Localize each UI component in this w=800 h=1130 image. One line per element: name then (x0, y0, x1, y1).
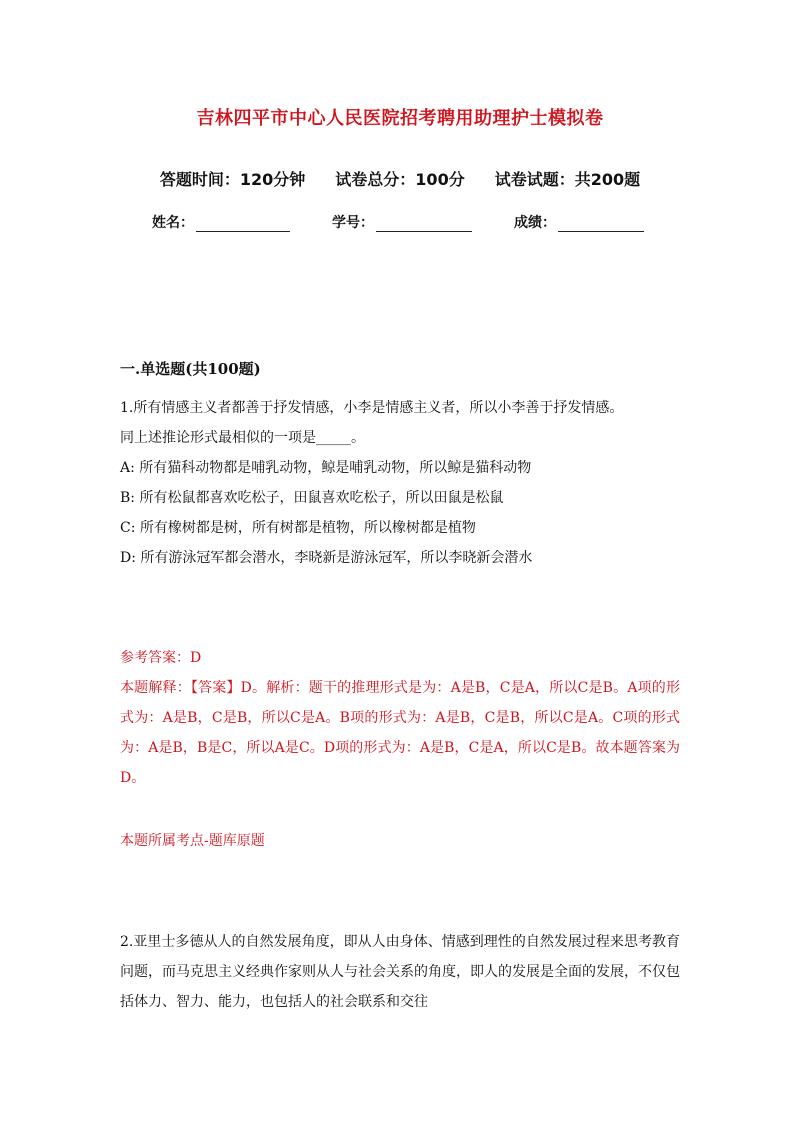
student-fields (152, 212, 644, 232)
question-2 (120, 927, 680, 1017)
student-id-blank[interactable] (376, 215, 472, 232)
question-1 (120, 393, 680, 573)
option-c: C: 所有橡树都是树，所有树都是植物，所以橡树都是植物 (120, 520, 476, 536)
option-a: A: 所有猫科动物都是哺乳动物，鲸是哺乳动物，所以鲸是猫科动物 (120, 460, 532, 476)
question-1-answer-block (120, 643, 680, 793)
option-d: D: 所有游泳冠军都会潜水，李晓新是游泳冠军，所以李晓新会潜水 (120, 550, 533, 566)
question-1-stem: 1.所有情感主义者都善于抒发情感，小李是情感主义者，所以小李善于抒发情感。 (120, 400, 624, 416)
score-blank[interactable] (558, 215, 644, 232)
question-1-prompt: 同上述推论形式最相似的一项是_____。 (120, 430, 365, 446)
section-heading: 一.单选题(共100题) (120, 360, 261, 378)
question-2-stem: 2.亚里士多德从人的自然发展角度，即从人由身体、情感到理性的自然发展过程来思考教育问题，而马克思主义经典作家则从人与社会关系的角度，即人的发展是全面的发展，不仅包 括体力、智力、能力，也包括人的社会联系和交往 (120, 934, 680, 1010)
question-1-answer: 参考答案：D (120, 650, 202, 666)
score-label: 成绩： (514, 215, 556, 231)
option-b: B: 所有松鼠都喜欢吃松子，田鼠喜欢吃松子，所以田鼠是松鼠 (120, 490, 504, 506)
student-id-label: 学号： (332, 215, 374, 231)
exam-time: 答题时间：120分钟 (159, 170, 306, 189)
name-field (152, 212, 290, 232)
question-1-source-tag: 本题所属考点-题库原题 (120, 833, 265, 849)
score-field (514, 212, 644, 232)
name-label: 姓名： (152, 215, 194, 231)
exam-meta (0, 167, 800, 190)
exam-total-score: 试卷总分：100分 (335, 170, 465, 189)
exam-question-count: 试卷试题：共200题 (494, 170, 641, 189)
student-id-field (332, 212, 472, 232)
name-blank[interactable] (196, 215, 290, 232)
page-title: 吉林四平市中心人民医院招考聘用助理护士模拟卷 (196, 108, 604, 129)
question-1-explanation: 本题解释：【答案】D。解析：题干的推理形式是为：A是B，C是A，所以C是B。A项的形式为：A是B，C是B，所以C是A。B项的形式为：A是B，C是B，所以C是A。C项的形式为：A是B，B是C，所以A是C。D项的形式为：A是B，C是A，所以C是B。故本题答案为D。 (120, 680, 680, 786)
